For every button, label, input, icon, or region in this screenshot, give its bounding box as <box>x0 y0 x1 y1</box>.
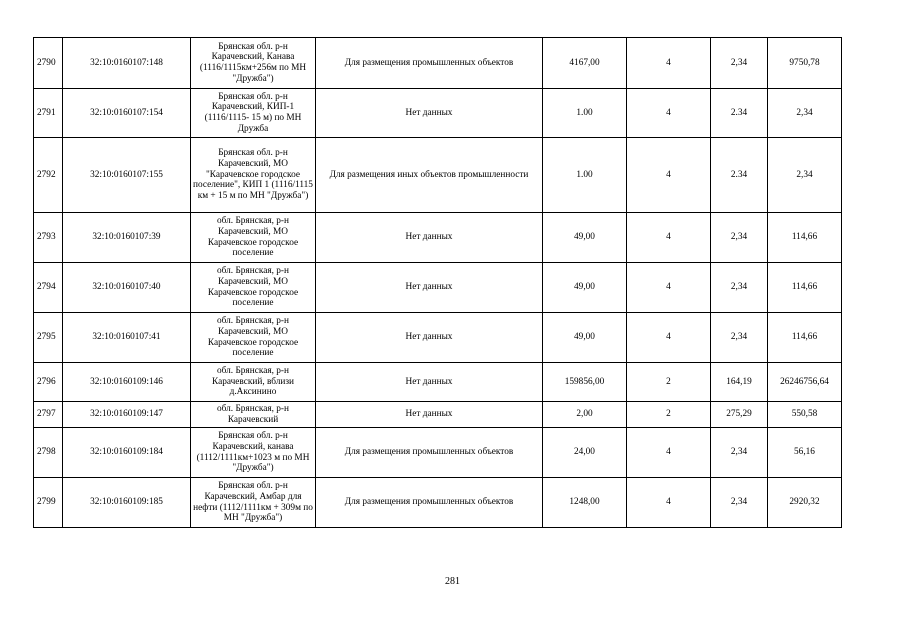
area-cell: 4167,00 <box>543 38 627 89</box>
cadastral-number-cell: 32:10:0160109:147 <box>63 402 191 428</box>
purpose-cell: Для размещения промышленных объектов <box>316 478 543 528</box>
row-number-cell: 2793 <box>34 213 63 263</box>
address-cell: обл. Брянская, р-н Карачевский <box>191 402 316 428</box>
table-row <box>34 89 842 138</box>
purpose-cell: Нет данных <box>316 402 543 428</box>
area-cell: 1.00 <box>543 138 627 213</box>
rate-cell: 2,34 <box>711 263 768 313</box>
cadastral-number-cell: 32:10:0160107:39 <box>63 213 191 263</box>
row-number-cell: 2790 <box>34 38 63 89</box>
table-row <box>34 38 842 89</box>
address-cell: обл. Брянская, р-н Карачевский, МО Карачевское городское поселение <box>191 263 316 313</box>
cadastral-number-cell: 32:10:0160107:148 <box>63 38 191 89</box>
cadastral-number-cell: 32:10:0160107:155 <box>63 138 191 213</box>
cadastral-number-cell: 32:10:0160109:184 <box>63 428 191 478</box>
area-cell: 1248,00 <box>543 478 627 528</box>
area-cell: 49,00 <box>543 213 627 263</box>
row-number-cell: 2791 <box>34 89 63 138</box>
address-cell: Брянская обл. р-н Карачевский, канава (1112/1111км+1023 м по МН "Дружба") <box>191 428 316 478</box>
table-row <box>34 363 842 402</box>
rate-cell: 2,34 <box>711 213 768 263</box>
address-cell: обл. Брянская, р-н Карачевский, МО Карачевское городское поселение <box>191 213 316 263</box>
page-number: 281 <box>445 576 460 587</box>
purpose-cell: Нет данных <box>316 89 543 138</box>
category-cell: 4 <box>627 38 711 89</box>
purpose-cell: Для размещения промышленных объектов <box>316 428 543 478</box>
area-cell: 1.00 <box>543 89 627 138</box>
cadastral-number-cell: 32:10:0160109:185 <box>63 478 191 528</box>
area-cell: 24,00 <box>543 428 627 478</box>
cadastral-number-cell: 32:10:0160107:40 <box>63 263 191 313</box>
address-cell: обл. Брянская, р-н Карачевский, МО Карачевское городское поселение <box>191 313 316 363</box>
cadastral-number-cell: 32:10:0160107:154 <box>63 89 191 138</box>
area-cell: 159856,00 <box>543 363 627 402</box>
rate-cell: 2,34 <box>711 478 768 528</box>
table-body <box>34 38 842 528</box>
category-cell: 4 <box>627 138 711 213</box>
rate-cell: 2,34 <box>711 38 768 89</box>
purpose-cell: Нет данных <box>316 363 543 402</box>
value-cell: 114,66 <box>768 313 842 363</box>
category-cell: 4 <box>627 478 711 528</box>
rate-cell: 2.34 <box>711 89 768 138</box>
value-cell: 2,34 <box>768 138 842 213</box>
table-row <box>34 263 842 313</box>
category-cell: 4 <box>627 213 711 263</box>
address-cell: Брянская обл. р-н Карачевский, Канава (1116/1115км+256м по МН "Дружба") <box>191 38 316 89</box>
value-cell: 26246756,64 <box>768 363 842 402</box>
purpose-cell: Нет данных <box>316 263 543 313</box>
row-number-cell: 2798 <box>34 428 63 478</box>
rate-cell: 164,19 <box>711 363 768 402</box>
table-row <box>34 428 842 478</box>
address-cell: Брянская обл. р-н Карачевский, МО "Карачевское городское поселение", КИП 1 (1116/1115 км + 15 м по МН "Дружба") <box>191 138 316 213</box>
value-cell: 56,16 <box>768 428 842 478</box>
rate-cell: 2,34 <box>711 313 768 363</box>
table-row <box>34 402 842 428</box>
table-row <box>34 313 842 363</box>
value-cell: 9750,78 <box>768 38 842 89</box>
area-cell: 2,00 <box>543 402 627 428</box>
category-cell: 2 <box>627 402 711 428</box>
purpose-cell: Для размещения иных объектов промышленности <box>316 138 543 213</box>
address-cell: Брянская обл. р-н Карачевский, КИП-1 (1116/1115- 15 м) по МН Дружба <box>191 89 316 138</box>
area-cell: 49,00 <box>543 263 627 313</box>
table-row <box>34 478 842 528</box>
row-number-cell: 2795 <box>34 313 63 363</box>
row-number-cell: 2799 <box>34 478 63 528</box>
purpose-cell: Нет данных <box>316 213 543 263</box>
value-cell: 2920,32 <box>768 478 842 528</box>
row-number-cell: 2796 <box>34 363 63 402</box>
address-cell: обл. Брянская, р-н Карачевский, вблизи д.Аксинино <box>191 363 316 402</box>
value-cell: 550,58 <box>768 402 842 428</box>
table-row <box>34 213 842 263</box>
category-cell: 4 <box>627 263 711 313</box>
address-cell: Брянская обл. р-н Карачевский, Амбар для нефти (1112/1111км + 309м по МН "Дружба") <box>191 478 316 528</box>
rate-cell: 2.34 <box>711 138 768 213</box>
area-cell: 49,00 <box>543 313 627 363</box>
category-cell: 4 <box>627 89 711 138</box>
value-cell: 2,34 <box>768 89 842 138</box>
row-number-cell: 2794 <box>34 263 63 313</box>
row-number-cell: 2797 <box>34 402 63 428</box>
cadastral-number-cell: 32:10:0160109:146 <box>63 363 191 402</box>
category-cell: 4 <box>627 313 711 363</box>
purpose-cell: Для размещения промышленных объектов <box>316 38 543 89</box>
value-cell: 114,66 <box>768 213 842 263</box>
purpose-cell: Нет данных <box>316 313 543 363</box>
table-row <box>34 138 842 213</box>
rate-cell: 275,29 <box>711 402 768 428</box>
row-number-cell: 2792 <box>34 138 63 213</box>
value-cell: 114,66 <box>768 263 842 313</box>
land-registry-table <box>33 37 842 528</box>
rate-cell: 2,34 <box>711 428 768 478</box>
cadastral-number-cell: 32:10:0160107:41 <box>63 313 191 363</box>
category-cell: 4 <box>627 428 711 478</box>
category-cell: 2 <box>627 363 711 402</box>
